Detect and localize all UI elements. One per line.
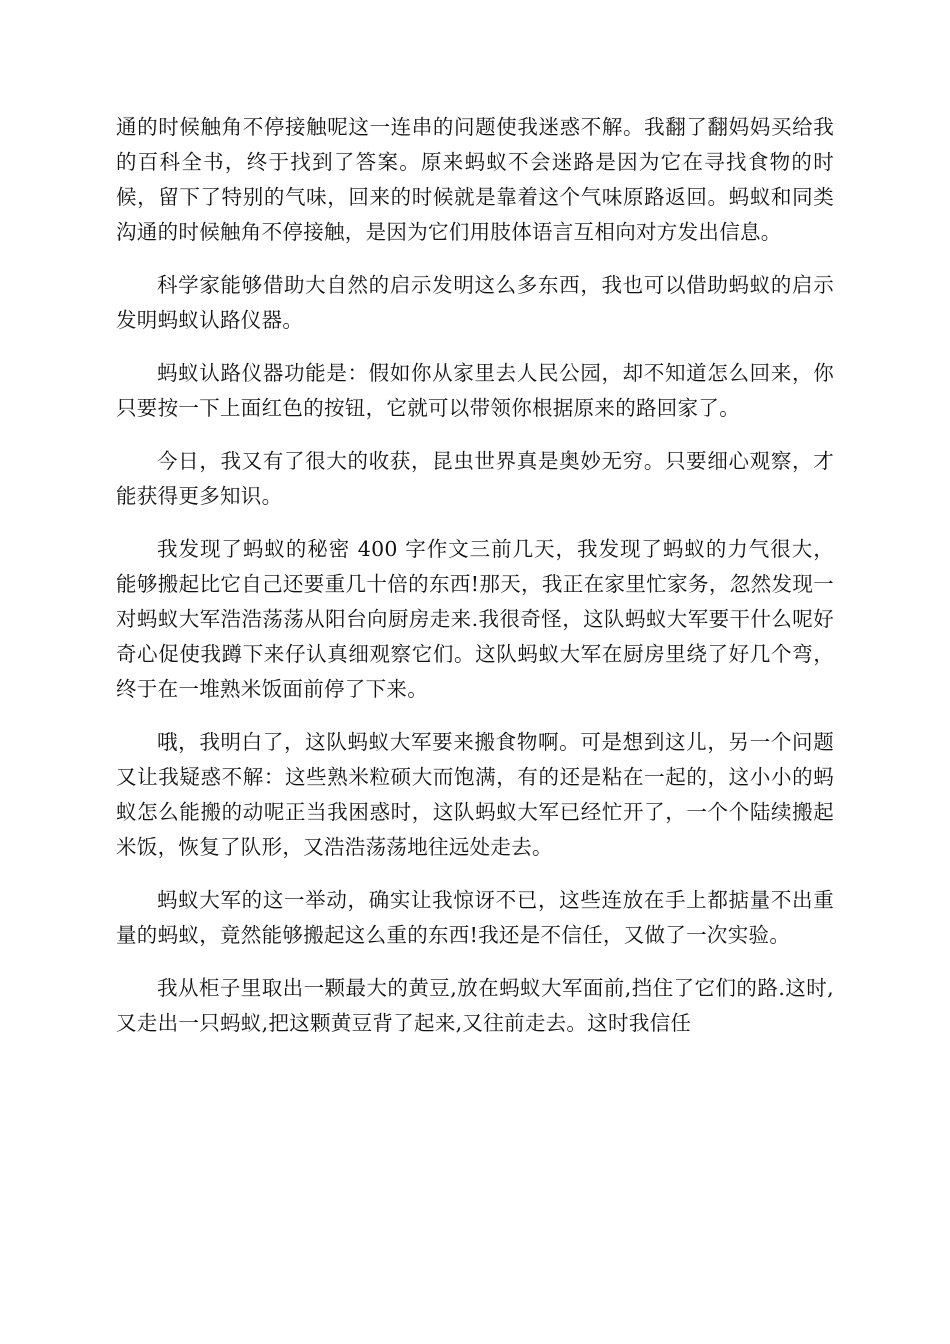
paragraph: 哦，我明白了，这队蚂蚁大军要来搬食物啊。可是想到这儿，另一个问题又让我疑惑不解：这些熟米粒硕大而饱满，有的还是粘在一起的，这小小的蚂蚁怎么能搬的动呢正当我困惑时，这队蚂蚁大军已经忙开了，一个个陆续搬起米饭，恢复了队形，又浩浩荡荡地往远处走去。: [116, 730, 834, 859]
paragraph: 我从柜子里取出一颗最大的黄豆,放在蚂蚁大军面前,挡住了它们的路.这时,又走出一只蚂蚁,把这颗黄豆背了起来,又往前走去。这时我信任: [116, 976, 834, 1035]
paragraph: 蚂蚁认路仪器功能是：假如你从家里去人民公园，却不知道怎么回来，你只要按一下上面红色的按钮，它就可以带领你根据原来的路回家了。: [116, 361, 834, 420]
paragraph: 科学家能够借助大自然的启示发明这么多东西，我也可以借助蚂蚁的启示发明蚂蚁认路仪器。: [116, 273, 834, 332]
paragraph: 我发现了蚂蚁的秘密 400 字作文三前几天，我发现了蚂蚁的力气很大，能够搬起比它自己还要重几十倍的东西!那天，我正在家里忙家务，忽然发现一对蚂蚁大军浩浩荡荡从阳台向厨房走来.我很奇怪，这队蚂蚁大军要干什么呢好奇心促使我蹲下来仔认真细观察它们。这队蚂蚁大军在厨房里绕了好几个弯，终于在一堆熟米饭面前停了下来。: [116, 537, 834, 701]
paragraph-continued: 通的时候触角不停接触呢这一连串的问题使我迷惑不解。我翻了翻妈妈买给我的百科全书，终于找到了答案。原来蚂蚁不会迷路是因为它在寻找食物的时候，留下了特别的气味，回来的时候就是靠着这个气味原路返回。蚂蚁和同类沟通的时候触角不停接触，是因为它们用肢体语言互相向对方发出信息。: [116, 115, 834, 244]
document-page: [116, 110, 834, 1059]
paragraph: 今日，我又有了很大的收获，昆虫世界真是奥妙无穷。只要细心观察，才能获得更多知识。: [116, 449, 834, 508]
paragraph: 蚂蚁大军的这一举动，确实让我惊讶不已，这些连放在手上都掂量不出重量的蚂蚁，竟然能够搬起这么重的东西!我还是不信任，又做了一次实验。: [116, 888, 834, 947]
